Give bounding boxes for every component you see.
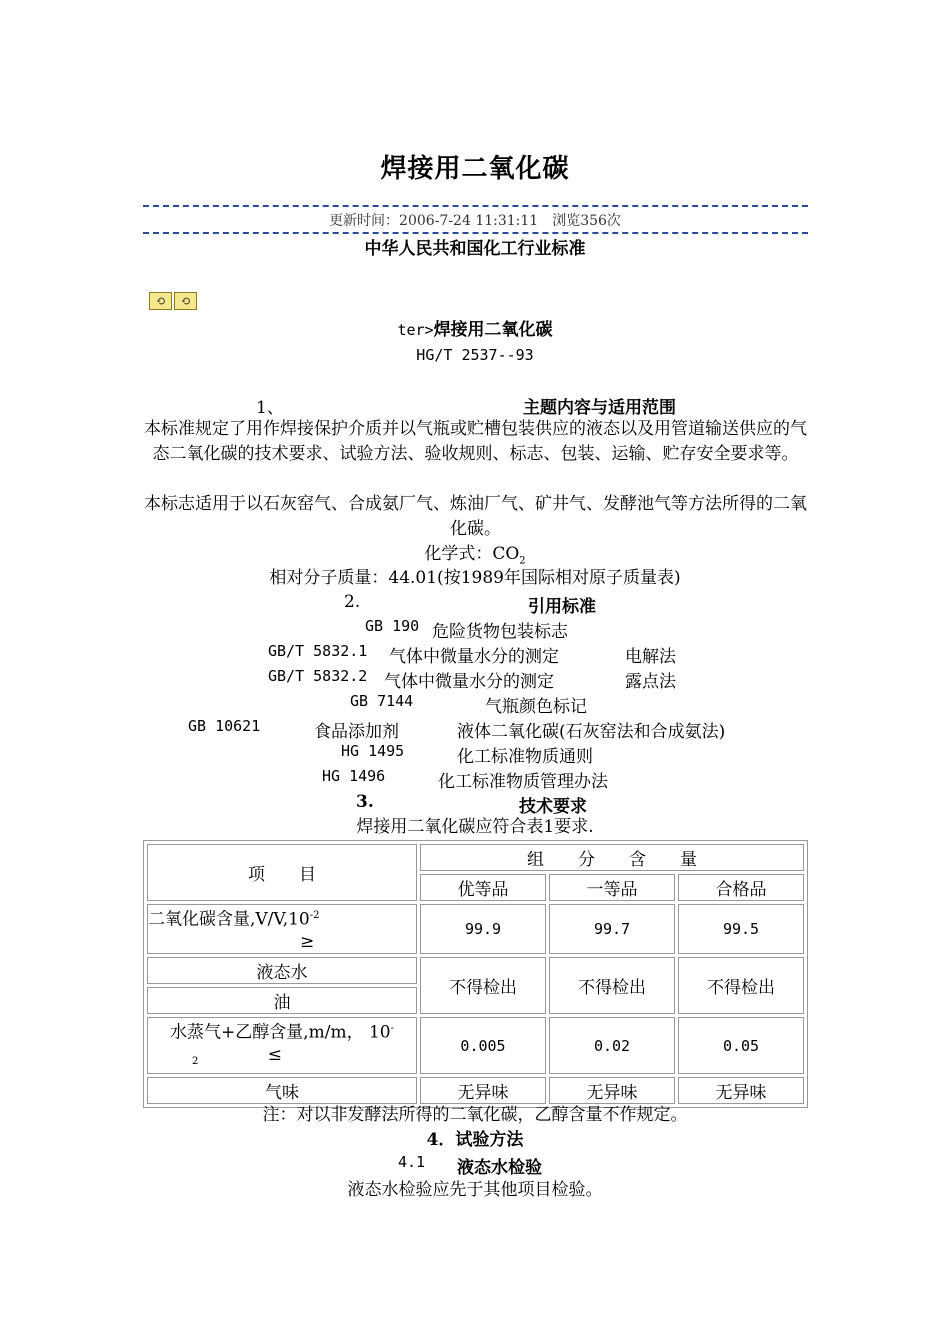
doc-title-text: 焊接用二氧化碳 (433, 320, 553, 340)
table-row (147, 1017, 804, 1074)
paragraph: 液态水检验应先于其他项目检验。 (347, 1180, 603, 1200)
section-title: 引用标准 (528, 597, 596, 617)
link-icon[interactable]: ⟲ (149, 292, 172, 310)
table-header-group: 组 分 含 量 (420, 844, 804, 871)
table-cell: 99.9 (420, 904, 546, 954)
row-label-text: 二氧化碳含量,V/V,10 (148, 909, 310, 930)
ref-title: 化工标准物质通则 (457, 747, 593, 767)
ref-code: GB 7144 (350, 692, 414, 710)
table-cell: 不得检出 (678, 957, 804, 1014)
table-header-grade: 合格品 (678, 874, 804, 901)
icon-group (149, 292, 197, 310)
row-label-sup: -2 (309, 910, 320, 922)
ref-method: 露点法 (625, 672, 676, 692)
ref-code: GB 190 (365, 617, 420, 635)
ref-code: GB 10621 (188, 717, 261, 735)
row-label-symbol: ≤ (267, 1044, 283, 1065)
row-label (147, 1017, 417, 1074)
row-label-text: 水蒸气+乙醇含量,m/m， 10 (169, 1022, 391, 1043)
divider (143, 232, 808, 234)
ref-title: 化工标准物质管理办法 (438, 772, 608, 792)
table-intro: 焊接用二氧化碳应符合表1要求. (356, 817, 594, 837)
standard-code: HG/T 2537--93 (416, 346, 534, 364)
section-number: 3. (356, 792, 374, 812)
table-row (147, 957, 804, 984)
page-title: 焊接用二氧化碳 (380, 154, 570, 184)
paragraph: 本标志适用于以石灰窑气、合成氨厂气、炼油厂气、矿井气、发酵池气等方法所得的二氧化碳。 (144, 494, 807, 539)
table-cell: 无异味 (549, 1077, 675, 1104)
table-header-grade: 优等品 (420, 874, 546, 901)
table-header-grade: 一等品 (549, 874, 675, 901)
section-number: 2. (344, 592, 361, 612)
divider (143, 205, 808, 207)
ref-title: 气体中微量水分的测定 (389, 647, 559, 667)
section-title: 主题内容与适用范围 (523, 398, 676, 418)
ref-code: GB/T 5832.1 (268, 642, 368, 660)
subsection-number: 4.1 (398, 1153, 426, 1171)
formula-subscript: 2 (519, 555, 526, 567)
row-label-sup: - (390, 1023, 395, 1034)
table-cell: 99.5 (678, 904, 804, 954)
update-meta: 更新时间：2006-7-24 11:31:11 浏览356次 (329, 213, 621, 229)
ref-title: 气体中微量水分的测定 (384, 672, 554, 692)
table-cell: 0.05 (678, 1017, 804, 1074)
row-label-sub: 2 (191, 1056, 199, 1068)
ref-method: 电解法 (625, 647, 676, 667)
ref-code: HG 1496 (322, 767, 386, 785)
formula-label: 化学式：CO (424, 544, 520, 564)
table-row (147, 904, 804, 954)
link-icon[interactable]: ⟲ (174, 292, 197, 310)
ref-method: 液体二氧化碳(石灰窑法和合成氨法) (457, 722, 726, 742)
table-cell: 0.005 (420, 1017, 546, 1074)
row-label: 油 (147, 987, 417, 1014)
doc-title-prefix: ter> (397, 321, 434, 339)
doc-title (0, 318, 950, 343)
table-note: 注：对以非发酵法所得的二氧化碳，乙醇含量不作规定。 (262, 1105, 688, 1125)
table-cell: 不得检出 (549, 957, 675, 1014)
ref-code: HG 1495 (341, 742, 405, 760)
ref-title: 食品添加剂 (314, 722, 399, 742)
table-cell: 99.7 (549, 904, 675, 954)
table-header-item: 项 目 (147, 844, 417, 901)
row-label: 气味 (147, 1077, 417, 1104)
subsection-title: 液态水检验 (457, 1158, 542, 1178)
section-heading: 4．试验方法 (426, 1130, 524, 1150)
table-cell: 不得检出 (420, 957, 546, 1014)
row-label (147, 904, 417, 954)
paragraph: 本标准规定了用作焊接保护介质并以气瓶或贮槽包装供应的液态以及用管道输送供应的气态二氧化碳的技术要求、试验方法、验收规则、标志、包装、运输、贮存安全要求等。 (144, 419, 807, 464)
ref-code: GB/T 5832.2 (268, 667, 368, 685)
section-number: 1、 (256, 398, 284, 418)
table-row (147, 1077, 804, 1104)
row-label-symbol: ≥ (300, 931, 315, 952)
spec-table (143, 840, 808, 1108)
molecular-mass: 相对分子质量：44.01(按1989年国际相对原子质量表) (269, 568, 681, 588)
section-title: 技术要求 (519, 797, 587, 817)
table-cell: 0.02 (549, 1017, 675, 1074)
table-cell: 无异味 (678, 1077, 804, 1104)
org-heading: 中华人民共和国化工行业标准 (364, 239, 586, 259)
ref-title: 气瓶颜色标记 (485, 697, 587, 717)
table-cell: 无异味 (420, 1077, 546, 1104)
ref-title: 危险货物包装标志 (432, 622, 568, 642)
row-label: 液态水 (147, 957, 417, 984)
